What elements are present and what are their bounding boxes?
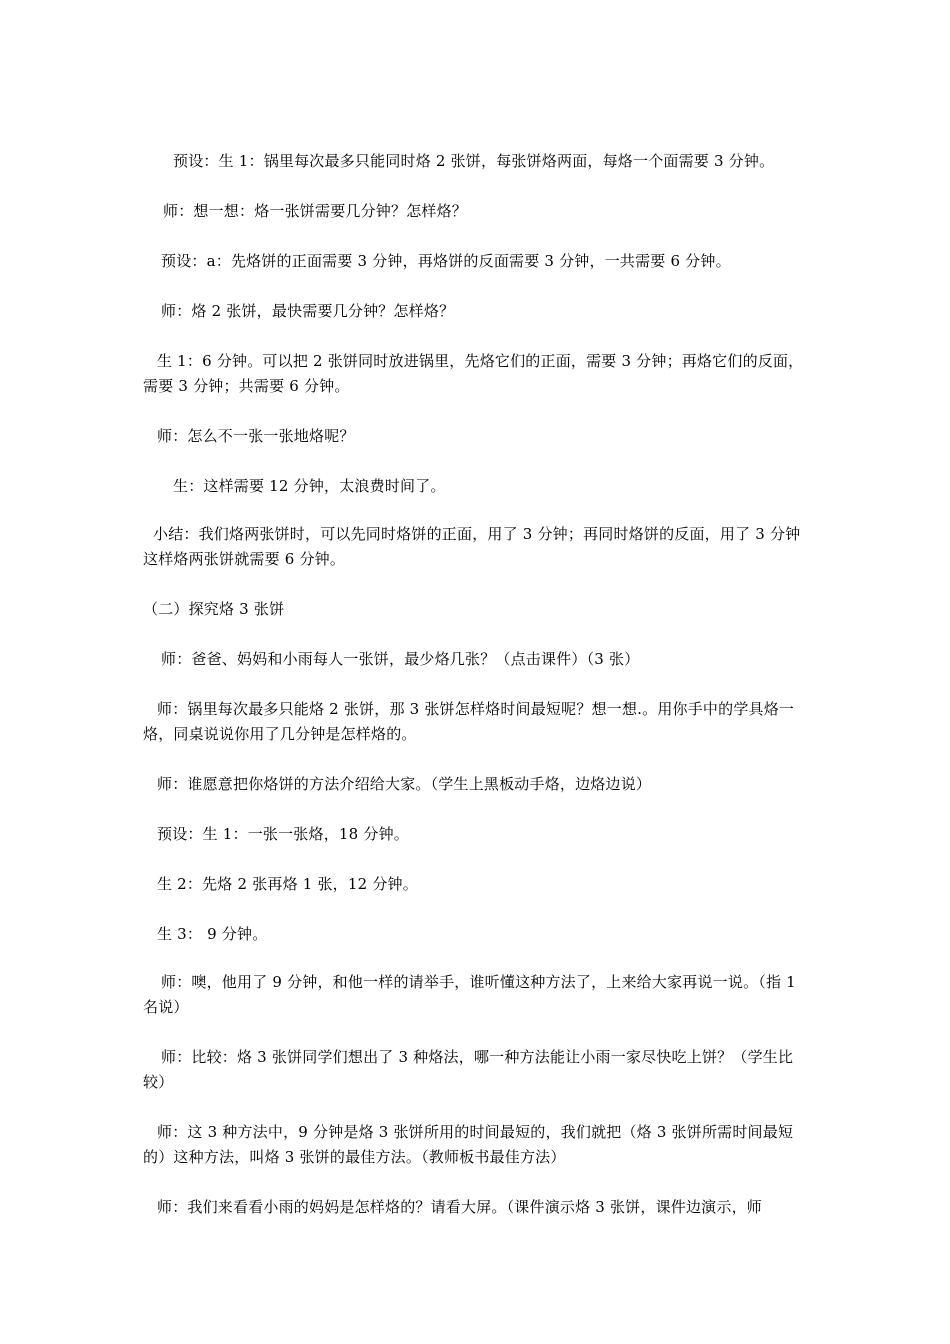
paragraph-1: 预设：生 1：锅里每次最多只能同时烙 2 张饼，每张饼烙两面，每烙一个面需要 3 分钟。 <box>173 152 775 170</box>
paragraph-6: 师：怎么不一张一张地烙呢？ <box>157 427 355 445</box>
paragraph-3: 预设：a：先烙饼的正面需要 3 分钟，再烙饼的反面需要 3 分钟，一共需要 6 分钟。 <box>161 252 731 270</box>
paragraph-12: 预设：生 1：一张一张烙，18 分钟。 <box>157 825 409 843</box>
paragraph-8: 小结：我们烙两张饼时，可以先同时烙饼的正面，用了 3 分钟；再同时烙饼的反面，用了 3 分钟这样烙两张饼就需要 6 分钟。 <box>143 525 801 568</box>
paragraph-13: 生 2：先烙 2 张再烙 1 张，12 分钟。 <box>157 875 418 893</box>
paragraph-11: 师：谁愿意把你烙饼的方法介绍给大家。（学生上黑板动手烙，边烙边说） <box>157 775 652 793</box>
paragraph-10: 师：锅里每次最多只能烙 2 张饼，那 3 张饼怎样烙时间最短呢？想一想.。用你手中的学具烙一烙，同桌说说你用了几分钟是怎样烙的。 <box>143 700 795 743</box>
paragraph-14: 生 3： 9 分钟。 <box>157 925 268 943</box>
paragraph-9: 师：爸爸、妈妈和小雨每人一张饼，最少烙几张？（点击课件）（3 张） <box>161 650 640 668</box>
paragraph-15: 师：噢，他用了 9 分钟，和他一样的请举手，谁听懂这种方法了，上来给大家再说一说。（指 1 名说） <box>143 973 796 1016</box>
section-heading: （二）探究烙 3 张饼 <box>143 600 285 618</box>
paragraph-17: 师：这 3 种方法中，9 分钟是烙 3 张饼所用的时间最短的，我们就把（烙 3 张饼所需时间最短的）这种方法，叫烙 3 张饼的最佳方法。（教师板书最佳方法） <box>143 1123 794 1166</box>
paragraph-2: 师：想一想：烙一张饼需要几分钟？怎样烙？ <box>163 202 468 220</box>
paragraph-4: 师：烙 2 张饼，最快需要几分钟？怎样烙？ <box>161 302 455 320</box>
paragraph-18: 师：我们来看看小雨的妈妈是怎样烙的？请看大屏。（课件演示烙 3 张饼，课件边演示，师 <box>157 1198 762 1216</box>
paragraph-5: 生 1：6 分钟。可以把 2 张饼同时放进锅里，先烙它们的正面，需要 3 分钟；再烙它们的反面，需要 3 分钟；共需要 6 分钟。 <box>143 352 804 395</box>
paragraph-7: 生：这样需要 12 分钟，太浪费时间了。 <box>173 477 446 495</box>
paragraph-16: 师：比较：烙 3 张饼同学们想出了 3 种烙法，哪一种方法能让小雨一家尽快吃上饼？（学生比较） <box>143 1048 794 1091</box>
